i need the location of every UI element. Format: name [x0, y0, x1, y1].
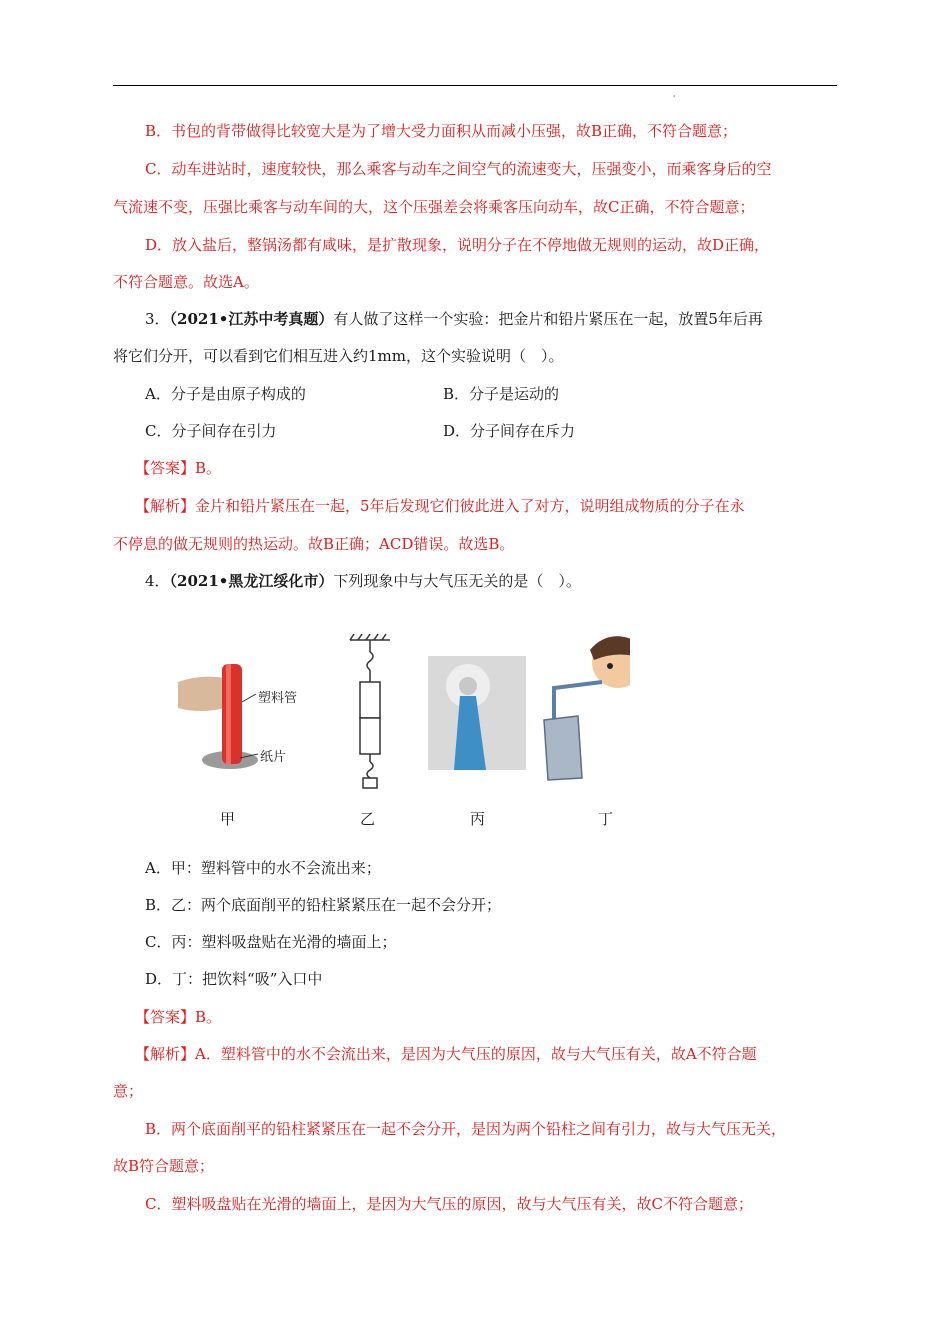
prev-analysis-d-line2: 不符合题意。故选A。 [113, 273, 259, 291]
q4-number: 4． [145, 572, 170, 590]
prev-analysis-d-line1: D．放入盐后，整锅汤都有咸味，是扩散现象，说明分子在不停地做无规则的运动，故D正确， [145, 236, 770, 254]
q3-option-c: C．分子间存在引力 [145, 422, 277, 440]
q3-analysis-text: 金片和铅片紧压在一起，5年后发现它们彼此进入了对方，说明组成物质的分子在永 [195, 497, 745, 515]
q3-answer: 【答案】B。 [135, 459, 222, 477]
q3-stem-line2: 将它们分开，可以看到它们相互进入约1mm，这个实验说明（ ）。 [113, 347, 564, 365]
figure-jia-tube [178, 664, 297, 769]
q4-option-a: A．甲：塑料管中的水不会流出来； [145, 859, 381, 877]
q4-analysis-b-line1: B．两个底面削平的铅柱紧紧压在一起不会分开，是因为两个铅柱之间有引力，故与大气压无关， [145, 1120, 787, 1138]
q3-stem-text: 有人做了这样一个实验：把金片和铅片紧压在一起，放置5年后再 [333, 310, 763, 328]
q3-option-b: B．分子是运动的 [443, 385, 560, 403]
q4-analysis-c: C．塑料吸盘贴在光滑的墙面上，是因为大气压的原因，故与大气压有关，故C不符合题意； [145, 1195, 753, 1213]
figure-ding-straw-drink [544, 636, 630, 780]
q4-analysis-a-text: A．塑料管中的水不会流出来，是因为大气压的原因，故与大气压有关，故A不符合题 [195, 1045, 757, 1063]
figure-caption-jia: 甲 [220, 810, 236, 828]
prev-analysis-c-line2: 气流速不变，压强比乘客与动车间的大，这个压强差会将乘客压向动车，故C正确，不符合题意； [113, 198, 755, 216]
header-mark: ' [673, 94, 676, 103]
q3-number: 3． [145, 310, 170, 328]
q3-source: （2021•江苏中考真题） [169, 310, 334, 328]
q4-stem [145, 571, 581, 591]
q3-option-d: D．分子间存在斥力 [443, 422, 576, 440]
prev-analysis-c-line1: C．动车进站时，速度较快，那么乘客与动车之间空气的流速变大，压强变小，而乘客身后的空 [145, 160, 772, 178]
q4-figure [170, 630, 630, 830]
q4-analysis-b-line2: 故B符合题意； [113, 1157, 215, 1175]
figure-label-paper: 纸片 [260, 750, 287, 765]
q4-option-b: B．乙：两个底面削平的铅柱紧紧压在一起不会分开； [145, 896, 502, 914]
q4-source: （2021•黑龙江绥化市） [169, 572, 334, 590]
figure-label-tube: 塑料管 [258, 691, 298, 706]
q3-option-a: A．分子是由原子构成的 [145, 385, 306, 403]
q4-answer: 【答案】B。 [135, 1008, 222, 1026]
header-rule [113, 85, 837, 86]
q3-analysis-line2: 不停息的做无规则的热运动。故B正确；ACD错误。故选B。 [113, 535, 515, 553]
q4-analysis-a-line2: 意； [113, 1082, 144, 1100]
q4-option-c: C．丙：塑料吸盘贴在光滑的墙面上； [145, 933, 397, 951]
figure-caption-ding: 丁 [598, 810, 614, 828]
figure-caption-yi: 乙 [360, 810, 376, 828]
q4-stem-text: 下列现象中与大气压无关的是（ ）。 [333, 572, 581, 590]
q4-figure-drawing [170, 630, 630, 805]
figure-yi-lead-cylinders [350, 634, 390, 788]
figure-bing-suction-cup [428, 656, 526, 770]
figure-caption-bing: 丙 [470, 810, 486, 828]
q3-analysis-line1 [135, 496, 745, 516]
q4-analysis-tag: 【解析】 [135, 1045, 196, 1063]
q4-option-d: D．丁：把饮料“吸”入口中 [145, 970, 323, 988]
q3-stem-line1 [145, 309, 763, 329]
q3-analysis-tag: 【解析】 [135, 497, 196, 515]
prev-analysis-b: B．书包的背带做得比较宽大是为了增大受力面积从而减小压强，故B正确，不符合题意； [145, 122, 738, 140]
q4-analysis-a-line1 [135, 1044, 757, 1064]
